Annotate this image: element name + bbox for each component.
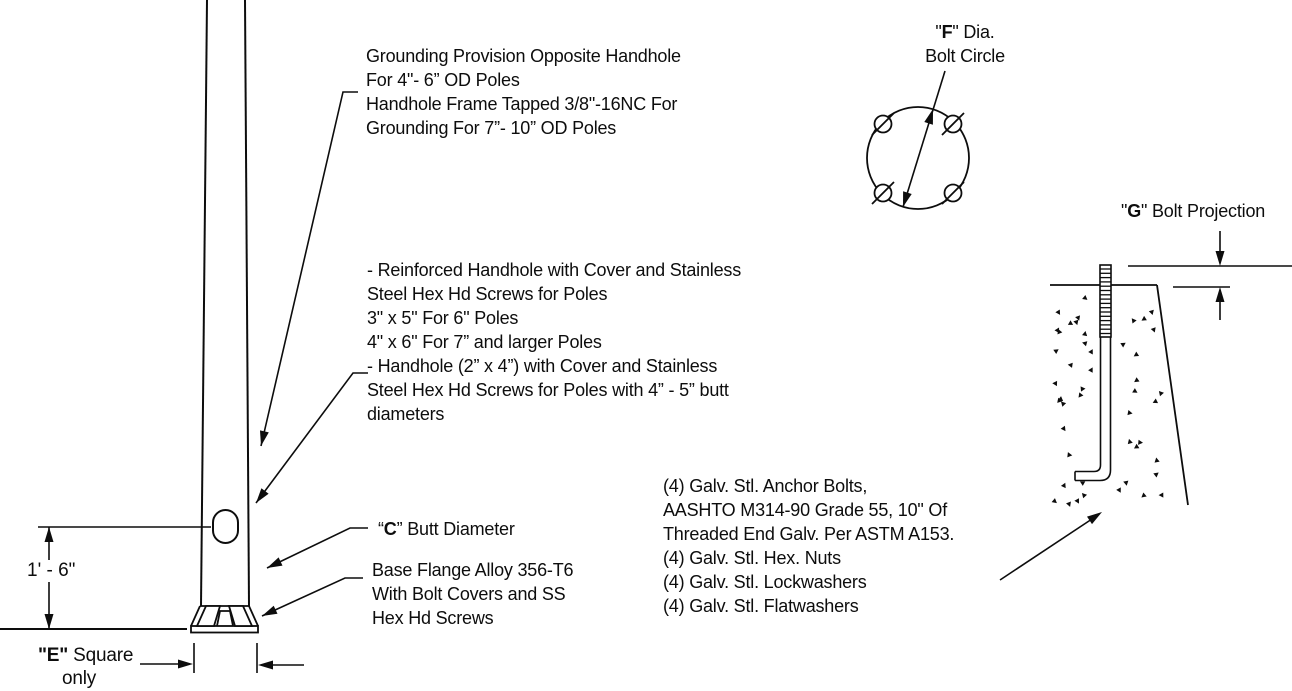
concrete-section [1050,285,1188,508]
label-bolt-projection: "G" Bolt Projection [1121,201,1266,221]
dim-1ft-6in-text: 1' - 6" [24,560,78,582]
note-line: diameters [367,404,445,424]
note-line: (4) Galv. Stl. Anchor Bolts, [663,476,868,496]
note-line: Hex Hd Screws [372,608,494,628]
note-line: Handhole Frame Tapped 3/8"-16NC For [366,94,678,114]
note-line: Steel Hex Hd Screws for Poles [367,284,608,304]
note-line: (4) Galv. Stl. Flatwashers [663,596,859,616]
dim-e-square [140,643,304,673]
note-line: Threaded End Galv. Per ASTM A153. [663,524,955,544]
note-line: Grounding Provision Opposite Handhole [366,46,681,66]
label-bolt-circle-line2: Bolt Circle [925,46,1005,66]
note-line: AASHTO M314-90 Grade 55, 10" Of [663,500,947,520]
note-base-flange [372,558,573,630]
leader-grounding [260,92,358,446]
center-nut [217,611,233,626]
note-anchor-bolts [663,474,954,618]
note-line: With Bolt Covers and SS [372,584,566,604]
handhole-oval [213,510,238,543]
base-flange [191,606,258,633]
note-line: 4" x 6" For 7” and larger Poles [367,332,602,352]
label-bolt-circle: "F" Dia. Bolt Circle [885,20,1045,68]
anchor-bolt [1075,265,1111,481]
note-line: (4) Galv. Stl. Lockwashers [663,572,867,592]
dim-bolt-projection [1128,231,1292,320]
note-line: Base Flange Alloy 356-T6 [372,560,574,580]
note-line: 3" x 5" For 6" Poles [367,308,519,328]
note-line: - Reinforced Handhole with Cover and Stainless [367,260,742,280]
note-line: Steel Hex Hd Screws for Poles with 4” - 5” butt [367,380,729,400]
leader-butt-diameter [267,528,368,568]
label-e-square-clipped-line: only [62,668,97,689]
note-grounding [366,44,681,140]
label-e-square: "E" Square [38,645,134,666]
note-line: For 4"- 6” OD Poles [366,70,520,90]
note-line: - Handhole (2” x 4”) with Cover and Stainless [367,356,718,376]
note-line: (4) Galv. Stl. Hex. Nuts [663,548,841,568]
leader-anchor-bolt [1000,512,1102,580]
leader-base-flange [262,578,363,616]
bolt-cover-left [197,606,220,626]
label-butt-diameter: “C” Butt Diameter [378,519,515,539]
note-line: Grounding For 7”- 10” OD Poles [366,118,617,138]
bolt-circle-diagram [867,71,969,209]
note-handhole-specs [367,258,741,426]
